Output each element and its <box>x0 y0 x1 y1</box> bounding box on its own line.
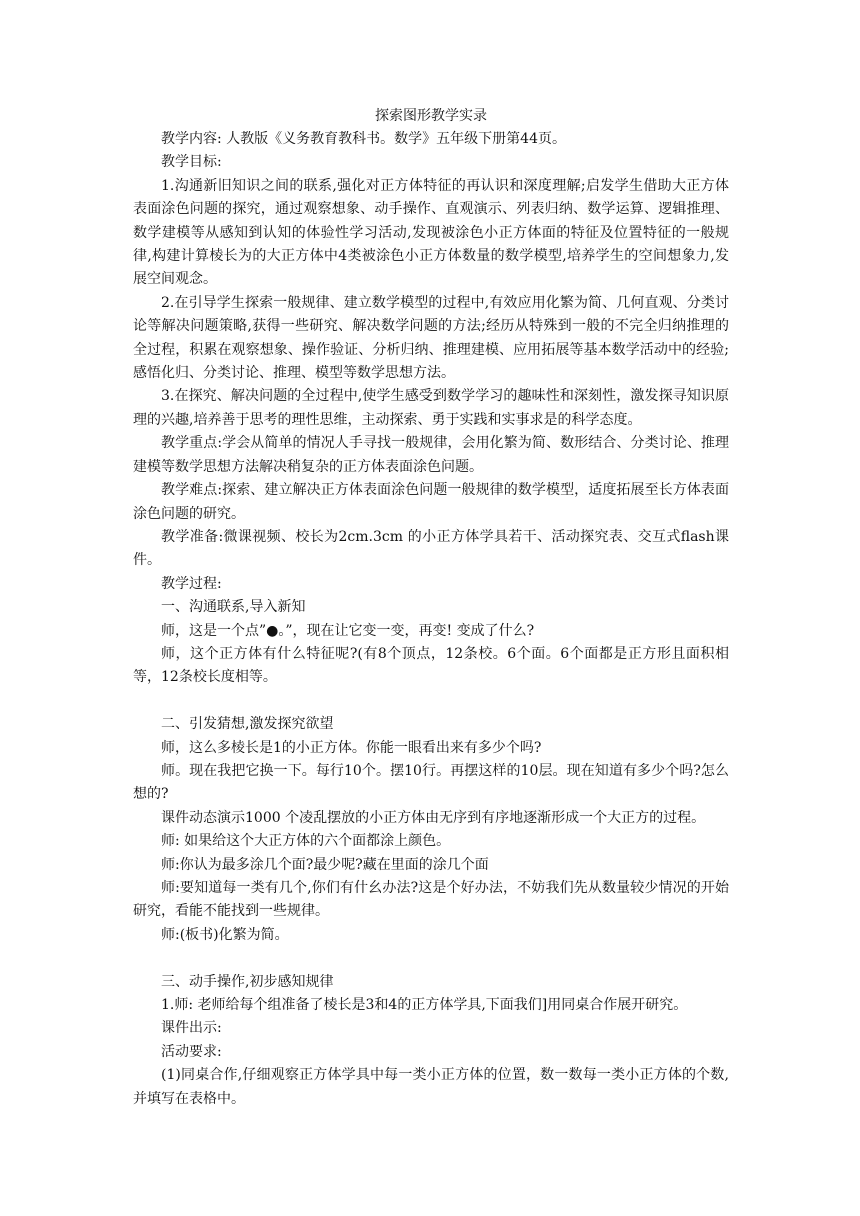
paragraph: 教学准备:微课视频、校长为2cm.3cm 的小正方体学具若干、活动探究表、交互式flash课件。 <box>133 528 729 569</box>
paragraph: 课件出示: <box>161 1020 222 1037</box>
document-body <box>133 128 729 1111</box>
paragraph: 师:(板书)化繁为简。 <box>161 926 289 943</box>
paragraph: 二、引发猜想,激发探究欲望 <box>161 716 334 733</box>
paragraph: 三、动手操作,初步感知规律 <box>161 973 334 990</box>
paragraph: 2.在引导学生探索一般规律、建立数学模型的过程中,有效应用化繁为简、几何直观、分类讨论等解决问题策略,获得一些研究、解决数学问题的方法;经历从特殊到一般的不完全归纳推理的全过程，积累在观察想象、操作验证、分析归纳、推理建模、应用拓展等基本数学活动中的经验;感悟化归、分类讨论、推理、模型等数学思想方法。 <box>133 294 729 382</box>
paragraph: 师，这么多棱长是1的小正方体。你能一眼看出来有多少个吗? <box>161 739 542 756</box>
blank-line <box>133 690 729 713</box>
paragraph: 师:要知道每一类有几个,你们有什幺办法?这是个好办法，不妨我们先从数量较少情况的开始研究，看能不能找到一些规律。 <box>133 879 729 920</box>
paragraph: 活动要求: <box>161 1043 222 1060</box>
paragraph: 教学难点:探索、建立解决正方体表面涂色问题一般规律的数学模型，适度拓展至长方体表面涂色问题的研究。 <box>133 482 729 522</box>
paragraph: 师: 如果给这个大正方体的六个面都涂上颜色。 <box>161 833 451 850</box>
paragraph: 师。现在我把它换一下。每行10个。摆10行。再摆这样的10层。现在知道有多少个吗?怎么想的? <box>133 762 729 803</box>
blank-line <box>133 947 729 970</box>
paragraph: 课件动态演示1000 个凌乱摆放的小正方体由无序到有序地逐渐形成一个大正方的过程。 <box>161 809 706 826</box>
paragraph: (1)同桌合作,仔细观察正方体学具中每一类小正方体的位置，数一数每一类小正方体的个数,并填写在表格中。 <box>133 1067 729 1107</box>
paragraph: 一、沟通联系,导入新知 <box>161 599 306 616</box>
paragraph: 教学内容: 人教版《义务教育教科书。数学》五年级下册第44页。 <box>161 131 566 147</box>
document-title: 探索图形教学实录 <box>375 108 487 124</box>
paragraph: 师，这个正方体有什么特征呢?(有8个顶点，12条校。6个面。6个面都是正方形且面积相等，12条校长度相等。 <box>133 645 729 686</box>
paragraph: 教学目标: <box>161 154 222 171</box>
paragraph: 教学重点:学会从简单的情况人手寻找一般规律，会用化繁为简、数形结合、分类讨论、推理建模等数学思想方法解决稍复杂的正方体表面涂色问题。 <box>133 435 729 475</box>
paragraph: 师:你认为最多涂几个面?最少呢?藏在里面的涂几个面 <box>161 856 489 873</box>
paragraph: 3.在探究、解决问题的全过程中,使学生感受到数学学习的趣味性和深刻性，激发探寻知识原理的兴趣,培养善于思考的理性思维，主动探索、勇于实践和实事求是的科学态度。 <box>133 388 729 428</box>
paragraph: 师，这是一个点”●。”，现在让它变一变，再变! 变成了什么? <box>161 622 535 639</box>
paragraph: 教学过程: <box>161 575 222 592</box>
paragraph: 1.师: 老师给每个组准备了棱长是3和4的正方体学具,下面我们]用同桌合作展开研究。 <box>161 997 688 1013</box>
paragraph: 1.沟通新旧知识之间的联系,强化对正方体特征的再认识和深度理解;启发学生借助大正方体表面涂色问题的探究，通过观察想象、动手操作、直观演示、列表归纳、数学运算、逻辑推理、数学建模等从感知到认知的体验性学习活动,发现被涂色小正方体面的特征及位置特征的一般规律,构建计算棱长为的大正方体中4类被涂色小正方体数量的数学模型,培养学生的空间想象力,发展空间观念。 <box>133 177 729 288</box>
